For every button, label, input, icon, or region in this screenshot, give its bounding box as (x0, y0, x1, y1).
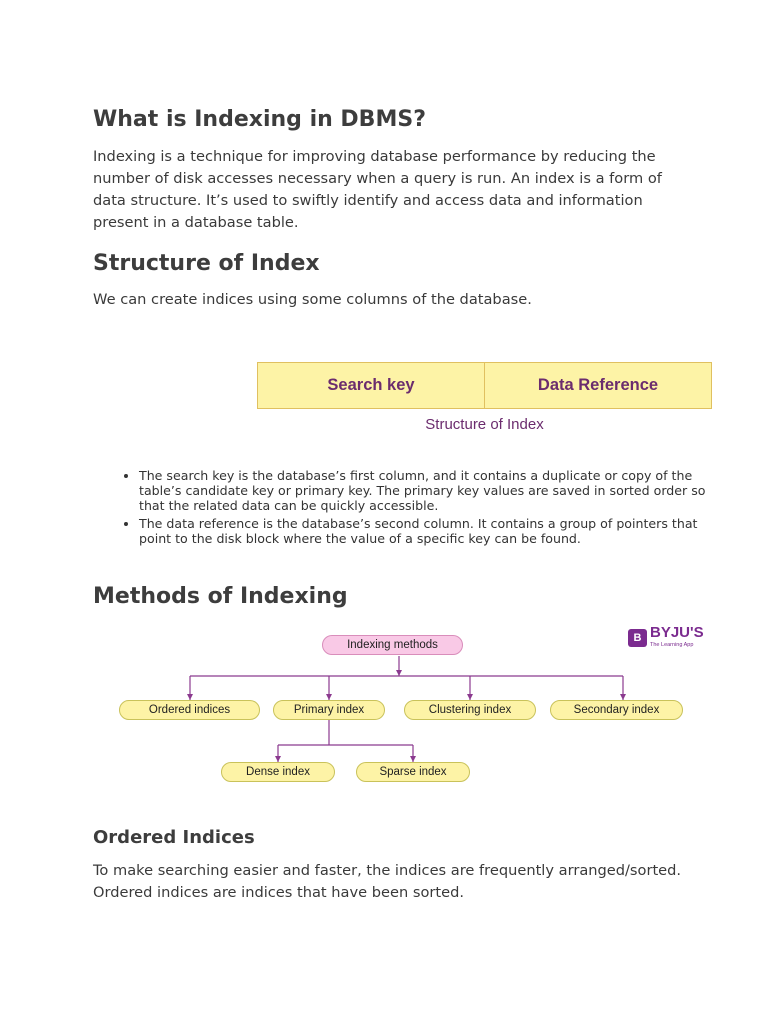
structure-heading: Structure of Index (93, 251, 320, 276)
byjus-logo (628, 626, 704, 650)
search-key-cell: Search key (327, 376, 415, 394)
arrowhead (396, 670, 402, 676)
structure-bullet-list (93, 469, 729, 551)
byjus-logo-tagline: The Learning App (650, 642, 694, 648)
structure-of-index-figure (257, 362, 712, 433)
node-clustering-index: Clustering index (404, 700, 536, 720)
node-dense-index: Dense index (221, 762, 335, 782)
structure-paragraph: We can create indices using some columns of the database. (93, 291, 532, 308)
intro-paragraph: Indexing is a technique for improving database performance by reducing the number of disk accesses necessary when a query is run. An index is a form of data structure. It’s used to swiftly identify and access data and information present in a database table. (93, 148, 662, 231)
node-indexing-methods: Indexing methods (322, 635, 463, 655)
node-sparse-index: Sparse index (356, 762, 470, 782)
list-item: • The search key is the database’s first column, and it contains a duplicate or copy of the table’s candidate key or primary key. The primary key values are saved in sorted order so that the related data can be quickly accessible. (139, 469, 729, 513)
indexing-methods-diagram (93, 620, 713, 790)
node-primary-index: Primary index (273, 700, 385, 720)
byjus-logo-mark: B (628, 629, 647, 647)
methods-heading: Methods of Indexing (93, 584, 348, 609)
ordered-indices-heading: Ordered Indices (93, 827, 255, 848)
structure-figure-caption: Structure of Index (425, 416, 544, 433)
list-item: • The data reference is the database’s second column. It contains a group of pointers that point to the disk block where the value of a specific key can be found. (139, 517, 729, 547)
node-ordered-indices: Ordered indices (119, 700, 260, 720)
byjus-logo-name: BYJU'S (650, 624, 704, 641)
structure-table (257, 362, 712, 409)
ordered-indices-paragraph: To make searching easier and faster, the indices are frequently arranged/sorted. Ordered indices are indices that have been sorted. (93, 862, 682, 901)
node-secondary-index: Secondary index (550, 700, 683, 720)
page-title: What is Indexing in DBMS? (93, 107, 426, 132)
data-reference-cell: Data Reference (484, 363, 711, 408)
